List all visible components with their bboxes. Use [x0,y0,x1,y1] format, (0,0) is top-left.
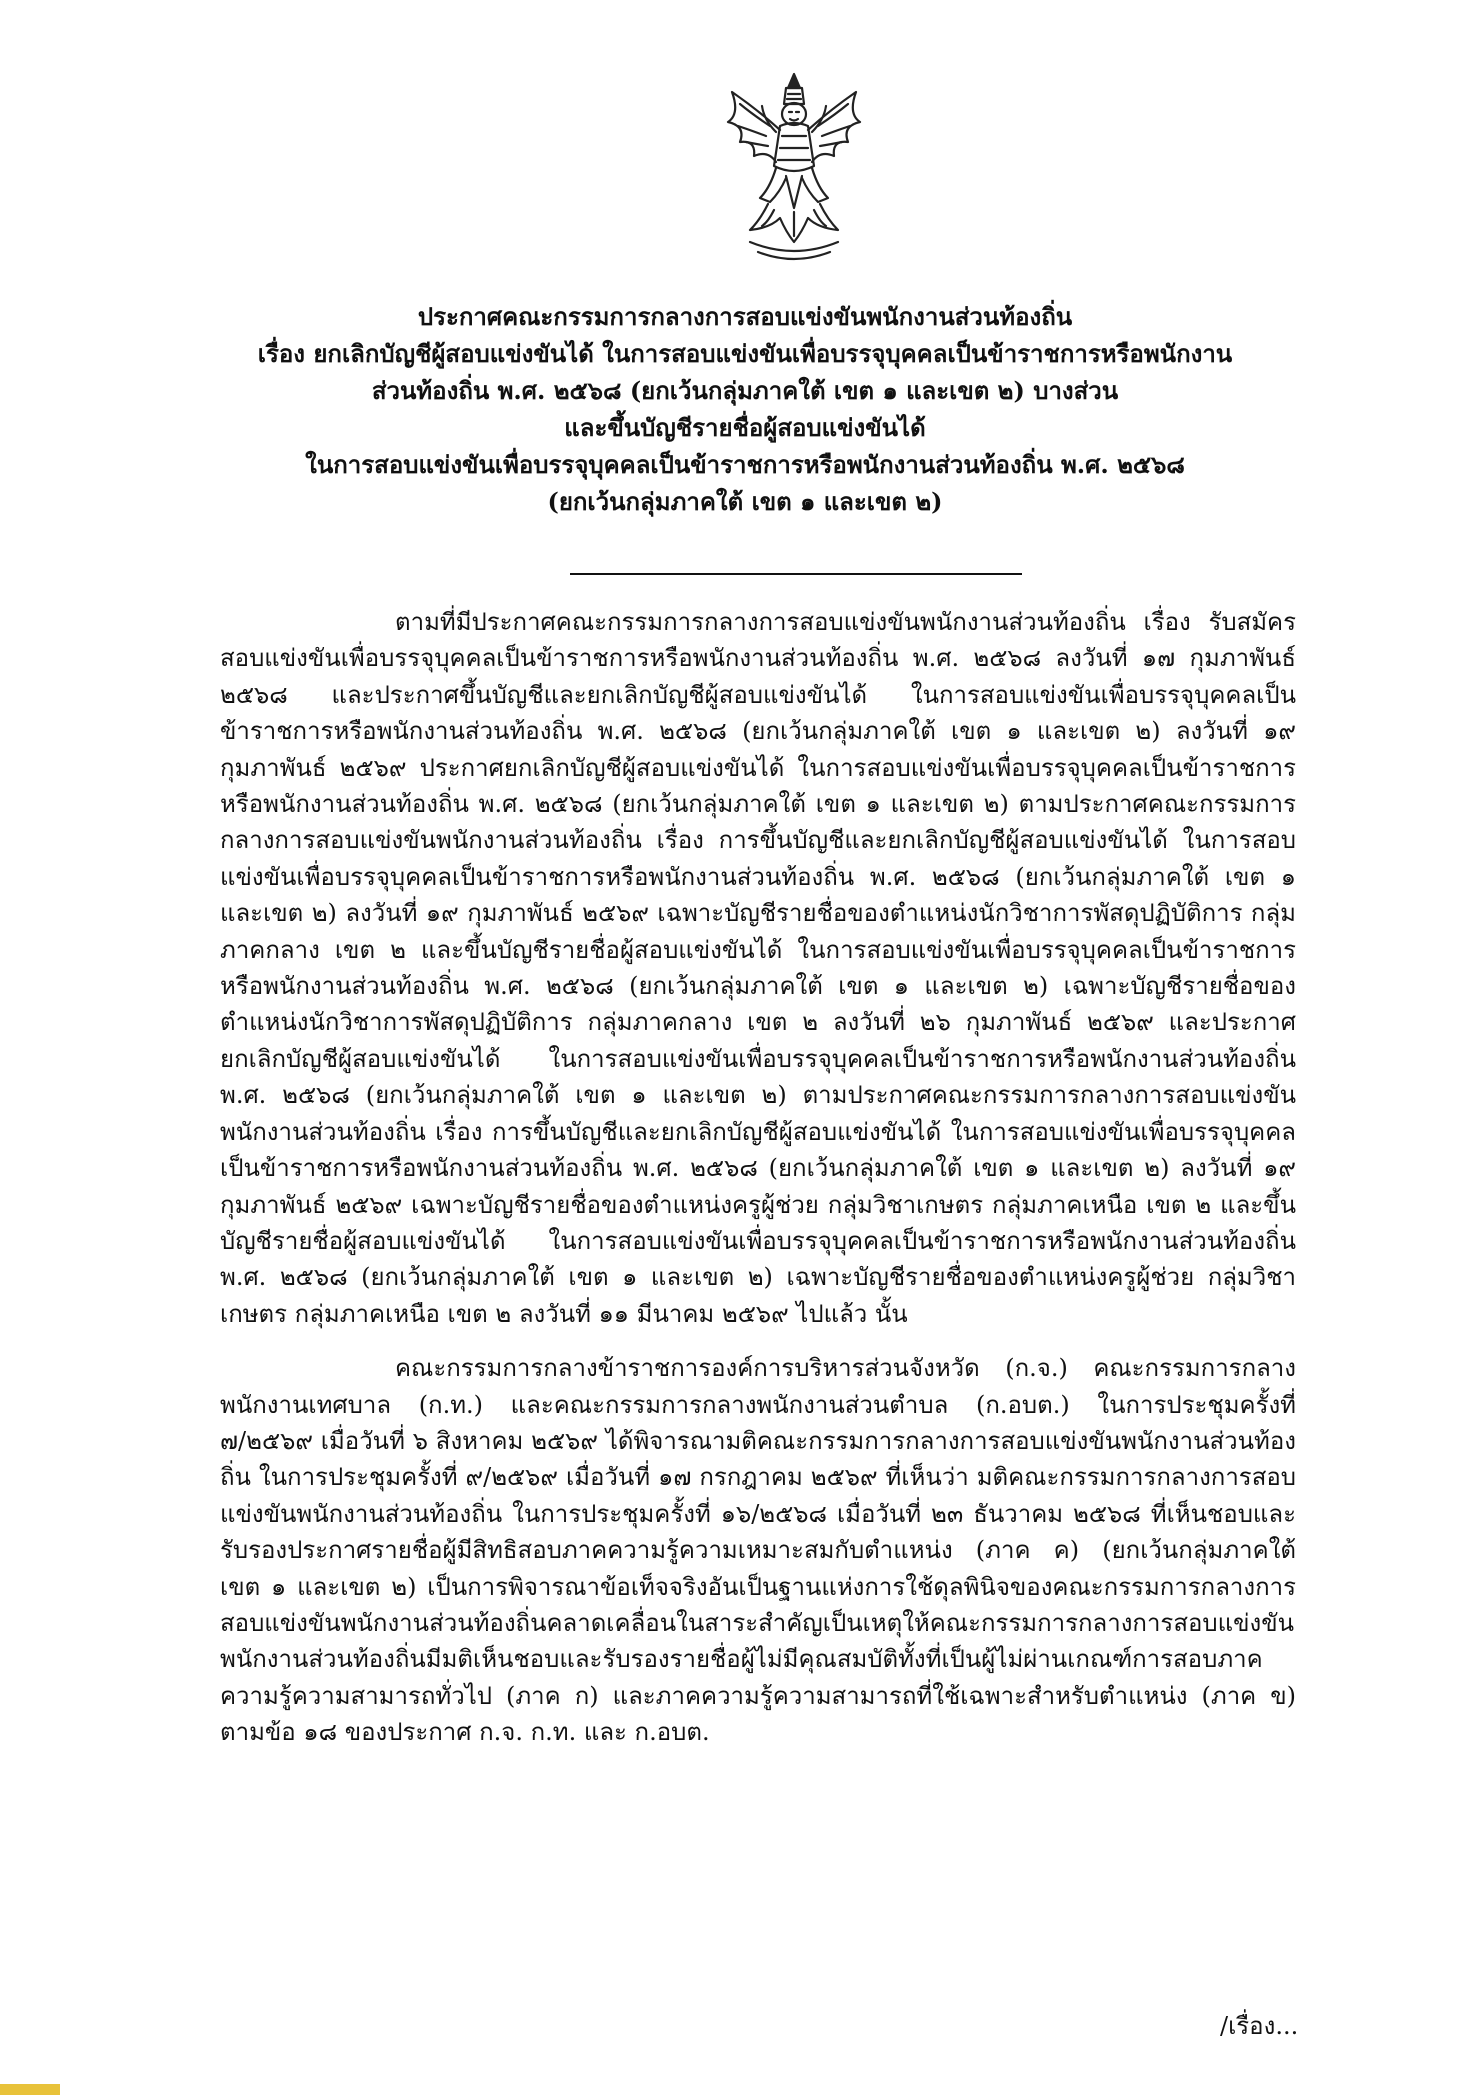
title-divider [570,573,1022,575]
title-line-3: ส่วนท้องถิ่น พ.ศ. ๒๕๖๘ (ยกเว้นกลุ่มภาคใต้ เขต ๑ และเขต ๒) บางส่วน [371,376,1119,405]
title-line-4: และขึ้นบัญชีรายชื่อผู้สอบแข่งขันได้ [564,413,926,442]
title-line-1: ประกาศคณะกรรมการกลางการสอบแข่งขันพนักงานส่วนท้องถิ่น [417,302,1073,331]
garuda-emblem-icon [710,70,878,270]
title-line-2: เรื่อง ยกเลิกบัญชีผู้สอบแข่งขันได้ ในการสอบแข่งขันเพื่อบรรจุบุคคลเป็นข้าราชการหรือพนักงาน [257,339,1233,368]
body-paragraph-2: คณะกรรมการกลางข้าราชการองค์การบริหารส่วนจังหวัด (ก.จ.) คณะกรรมการกลางพนักงานเทศบาล (ก.ท.) และคณะกรรมการกลางพนักงานส่วนตำบล (ก.อบต.) ในการประชุมครั้งที่ ๗/๒๕๖๙ เมื่อวันที่ ๖ สิงหาคม ๒๕๖๙ ได้พิจารณามติคณะกรรมการกลางการสอบแข่งขันพนักงานส่วนท้องถิ่น ในการประชุมครั้งที่ ๙/๒๕๖๙ เมื่อวันที่ ๑๗ กรกฎาคม ๒๕๖๙ ที่เห็นว่า มติคณะกรรมการกลางการสอบแข่งขันพนักงานส่วนท้องถิ่น ในการประชุมครั้งที่ ๑๖/๒๕๖๘ เมื่อวันที่ ๒๓ ธันวาคม ๒๕๖๘ ที่เห็นชอบและรับรองประกาศรายชื่อผู้มีสิทธิสอบภาคความรู้ความเหมาะสมกับตำแหน่ง (ภาค ค) (ยกเว้นกลุ่มภาคใต้ เขต ๑ และเขต ๒) เป็นการพิจารณาข้อเท็จจริงอันเป็นฐานแห่งการใช้ดุลพินิจของคณะกรรมการกลางการสอบแข่งขันพนักงานส่วนท้องถิ่นคลาดเคลื่อนในสาระสำคัญเป็นเหตุให้คณะกรรมการกลางการสอบแข่งขันพนักงานส่วนท้องถิ่นมีมติเห็นชอบและรับรองรายชื่อผู้ไม่มีคุณสมบัติทั้งที่เป็นผู้ไม่ผ่านเกณฑ์การสอบภาคความรู้ความสามารถทั่วไป (ภาค ก) และภาคความรู้ความสามารถที่ใช้เฉพาะสำหรับตำแหน่ง (ภาค ข) ตามข้อ ๑๘ ของประกาศ ก.จ. ก.ท. และ ก.อบต. [220,1354,1296,1747]
title-line-6: (ยกเว้นกลุ่มภาคใต้ เขต ๑ และเขต ๒) [547,487,943,516]
document-body [220,604,1296,1751]
scan-edge-mark [0,2084,60,2095]
page-continuation-note: /เรื่อง... [1220,2012,1299,2040]
body-paragraph-1: ตามที่มีประกาศคณะกรรมการกลางการสอบแข่งขันพนักงานส่วนท้องถิ่น เรื่อง รับสมัครสอบแข่งขันเพื่อบรรจุบุคคลเป็นข้าราชการหรือพนักงานส่วนท้องถิ่น พ.ศ. ๒๕๖๘ ลงวันที่ ๑๗ กุมภาพันธ์ ๒๕๖๘ และประกาศขึ้นบัญชีและยกเลิกบัญชีผู้สอบแข่งขันได้ ในการสอบแข่งขันเพื่อบรรจุบุคคลเป็นข้าราชการหรือพนักงานส่วนท้องถิ่น พ.ศ. ๒๕๖๘ (ยกเว้นกลุ่มภาคใต้ เขต ๑ และเขต ๒) ลงวันที่ ๑๙ กุมภาพันธ์ ๒๕๖๙ ประกาศยกเลิกบัญชีผู้สอบแข่งขันได้ ในการสอบแข่งขันเพื่อบรรจุบุคคลเป็นข้าราชการหรือพนักงานส่วนท้องถิ่น พ.ศ. ๒๕๖๘ (ยกเว้นกลุ่มภาคใต้ เขต ๑ และเขต ๒) ตามประกาศคณะกรรมการกลางการสอบแข่งขันพนักงานส่วนท้องถิ่น เรื่อง การขึ้นบัญชีและยกเลิกบัญชีผู้สอบแข่งขันได้ ในการสอบแข่งขันเพื่อบรรจุบุคคลเป็นข้าราชการหรือพนักงานส่วนท้องถิ่น พ.ศ. ๒๕๖๘ (ยกเว้นกลุ่มภาคใต้ เขต ๑ และเขต ๒) ลงวันที่ ๑๙ กุมภาพันธ์ ๒๕๖๙ เฉพาะบัญชีรายชื่อของตำแหน่งนักวิชาการพัสดุปฏิบัติการ กลุ่มภาคกลาง เขต ๒ และขึ้นบัญชีรายชื่อผู้สอบแข่งขันได้ ในการสอบแข่งขันเพื่อบรรจุบุคคลเป็นข้าราชการหรือพนักงานส่วนท้องถิ่น พ.ศ. ๒๕๖๘ (ยกเว้นกลุ่มภาคใต้ เขต ๑ และเขต ๒) เฉพาะบัญชีรายชื่อของตำแหน่งนักวิชาการพัสดุปฏิบัติการ กลุ่มภาคกลาง เขต ๒ ลงวันที่ ๒๖ กุมภาพันธ์ ๒๕๖๙ และประกาศยกเลิกบัญชีผู้สอบแข่งขันได้ ในการสอบแข่งขันเพื่อบรรจุบุคคลเป็นข้าราชการหรือพนักงานส่วนท้องถิ่น พ.ศ. ๒๕๖๘ (ยกเว้นกลุ่มภาคใต้ เขต ๑ และเขต ๒) ตามประกาศคณะกรรมการกลางการสอบแข่งขันพนักงานส่วนท้องถิ่น เรื่อง การขึ้นบัญชีและยกเลิกบัญชีผู้สอบแข่งขันได้ ในการสอบแข่งขันเพื่อบรรจุบุคคลเป็นข้าราชการหรือพนักงานส่วนท้องถิ่น พ.ศ. ๒๕๖๘ (ยกเว้นกลุ่มภาคใต้ เขต ๑ และเขต ๒) ลงวันที่ ๑๙ กุมภาพันธ์ ๒๕๖๙ เฉพาะบัญชีรายชื่อของตำแหน่งครูผู้ช่วย กลุ่มวิชาเกษตร กลุ่มภาคเหนือ เขต ๒ และขึ้นบัญชีรายชื่อผู้สอบแข่งขันได้ ในการสอบแข่งขันเพื่อบรรจุบุคคลเป็นข้าราชการหรือพนักงานส่วนท้องถิ่น พ.ศ. ๒๕๖๘ (ยกเว้นกลุ่มภาคใต้ เขต ๑ และเขต ๒) เฉพาะบัญชีรายชื่อของตำแหน่งครูผู้ช่วย กลุ่มวิชาเกษตร กลุ่มภาคเหนือ เขต ๒ ลงวันที่ ๑๑ มีนาคม ๒๕๖๙ ไปแล้ว นั้น [220,608,1297,1328]
title-line-5: ในการสอบแข่งขันเพื่อบรรจุบุคคลเป็นข้าราชการหรือพนักงานส่วนท้องถิ่น พ.ศ. ๒๕๖๘ [305,450,1185,479]
announcement-title [180,298,1310,520]
